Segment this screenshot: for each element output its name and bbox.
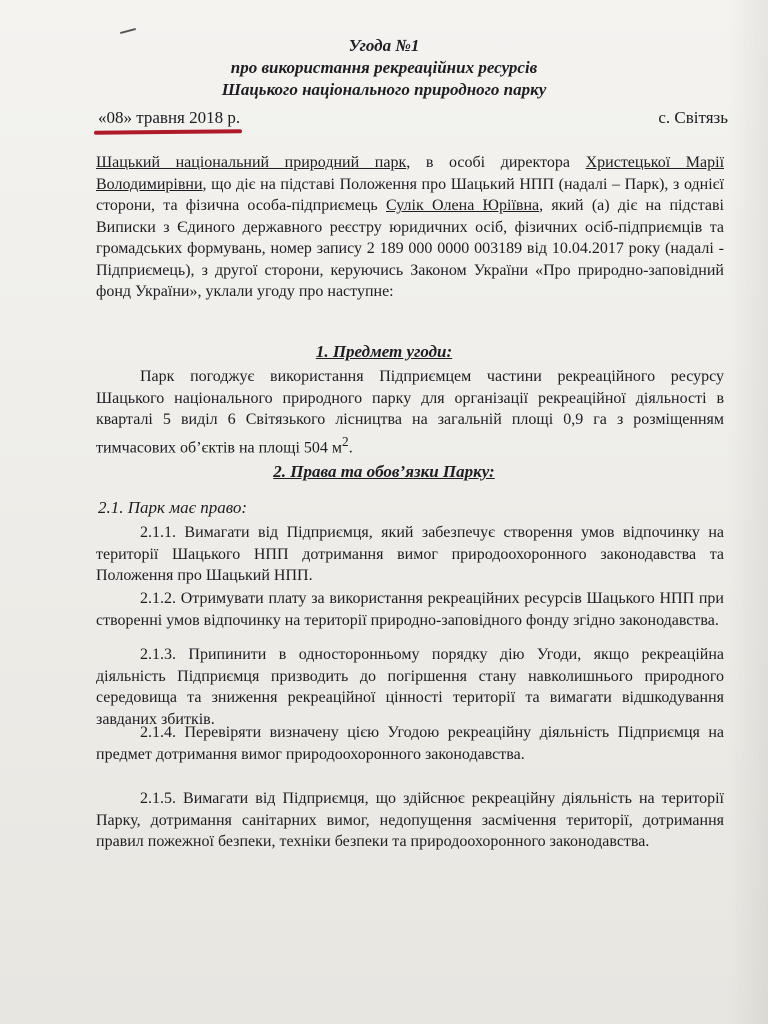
- intro-text-3: , який (а) діє на підставі Виписки з Єдиного державного реєстру юридичних осіб, фізичних осіб-підприємців та громадських формувань, номер запису 2 189 000 0000 003189 від 10.04.2017 року (надалі - Підприємець), з другої сторони, керуючись Законом України «Про природно-заповідний фонд України», уклали угоду про наступне:: [96, 197, 725, 300]
- agreement-subtitle: про використання рекреаційних ресурсів: [230, 58, 538, 77]
- section-1-body: Парк погоджує використання Підприємцем частини рекреаційного ресурсу Шацького національного природного парку для організації рекреаційної діяльності в кварталі 5 виділ 6 Світязького лісництва на загальній площі 0,9 га з розміщенням тимчасових об’єктів на площі 504 м: [96, 368, 724, 456]
- agreement-place: с. Світязь: [658, 108, 728, 127]
- section-1-title: 1. Предмет угоди:: [315, 342, 453, 361]
- pen-mark: [120, 28, 136, 34]
- clause-2-1-3: 2.1.3. Припинити в односторонньому порядку дію Угоди, якщо рекреаційна діяльність Підприємця призводить до погіршення стану навколишнього природного середовища та зниження рекреаційної цінності території та вимагати відшкодування завданих збитків.: [96, 646, 724, 728]
- clause-2-1-1: 2.1.1. Вимагати від Підприємця, який забезпечує створення умов відпочинку на території Шацького НПП дотримання вимог природоохоронного законодавства та Положення про Шацький НПП.: [96, 524, 724, 584]
- page-shadow: [728, 0, 768, 1024]
- intro-text-2: , що діє на підставі Положення про Шацький НПП (надалі – Парк), з однієї сторони, та фізична особа-підприємець: [96, 175, 724, 214]
- clause-2-1-4: 2.1.4. Перевіряти визначену цією Угодою рекреаційну діяльність Підприємця на предмет дотримання вимог природоохоронного законодавства.: [96, 724, 724, 763]
- intro-paragraph: [96, 152, 724, 303]
- date-line: [98, 108, 728, 128]
- section-2-1-subtitle: 2.1. Парк має право:: [98, 498, 248, 517]
- park-name: Шацький національний природний парк: [96, 154, 407, 171]
- entrepreneur-name: Сулік Олена Юріївна: [385, 197, 540, 214]
- section-1-text: [96, 366, 724, 458]
- section-1-end: .: [348, 438, 353, 456]
- agreement-title: Угода №1: [348, 36, 420, 55]
- director-name: Христецької Марії Володимирівни: [96, 154, 725, 193]
- area-unit-superscript: 2: [342, 433, 349, 449]
- clause-2-1-5: 2.1.5. Вимагати від Підприємця, що здійснює рекреаційну діяльність на території Парку, дотримання санітарних вимог, недопущення засмічення території, дотримання правил пожежної безпеки, техніки безпеки та природоохоронного законодавства.: [96, 790, 724, 850]
- agreement-park-name: Шацького національного природного парку: [221, 80, 547, 99]
- clause-2-1-2: 2.1.2. Отримувати плату за використання рекреаційних ресурсів Шацького НПП при створенні умов відпочинку на території природно-заповідного фонду згідно законодавства.: [96, 590, 724, 629]
- section-2-title: 2. Права та обов’язки Парку:: [273, 462, 495, 481]
- intro-text-1: , в особі директора: [406, 154, 586, 171]
- agreement-date: «08» травня 2018 р.: [98, 108, 241, 127]
